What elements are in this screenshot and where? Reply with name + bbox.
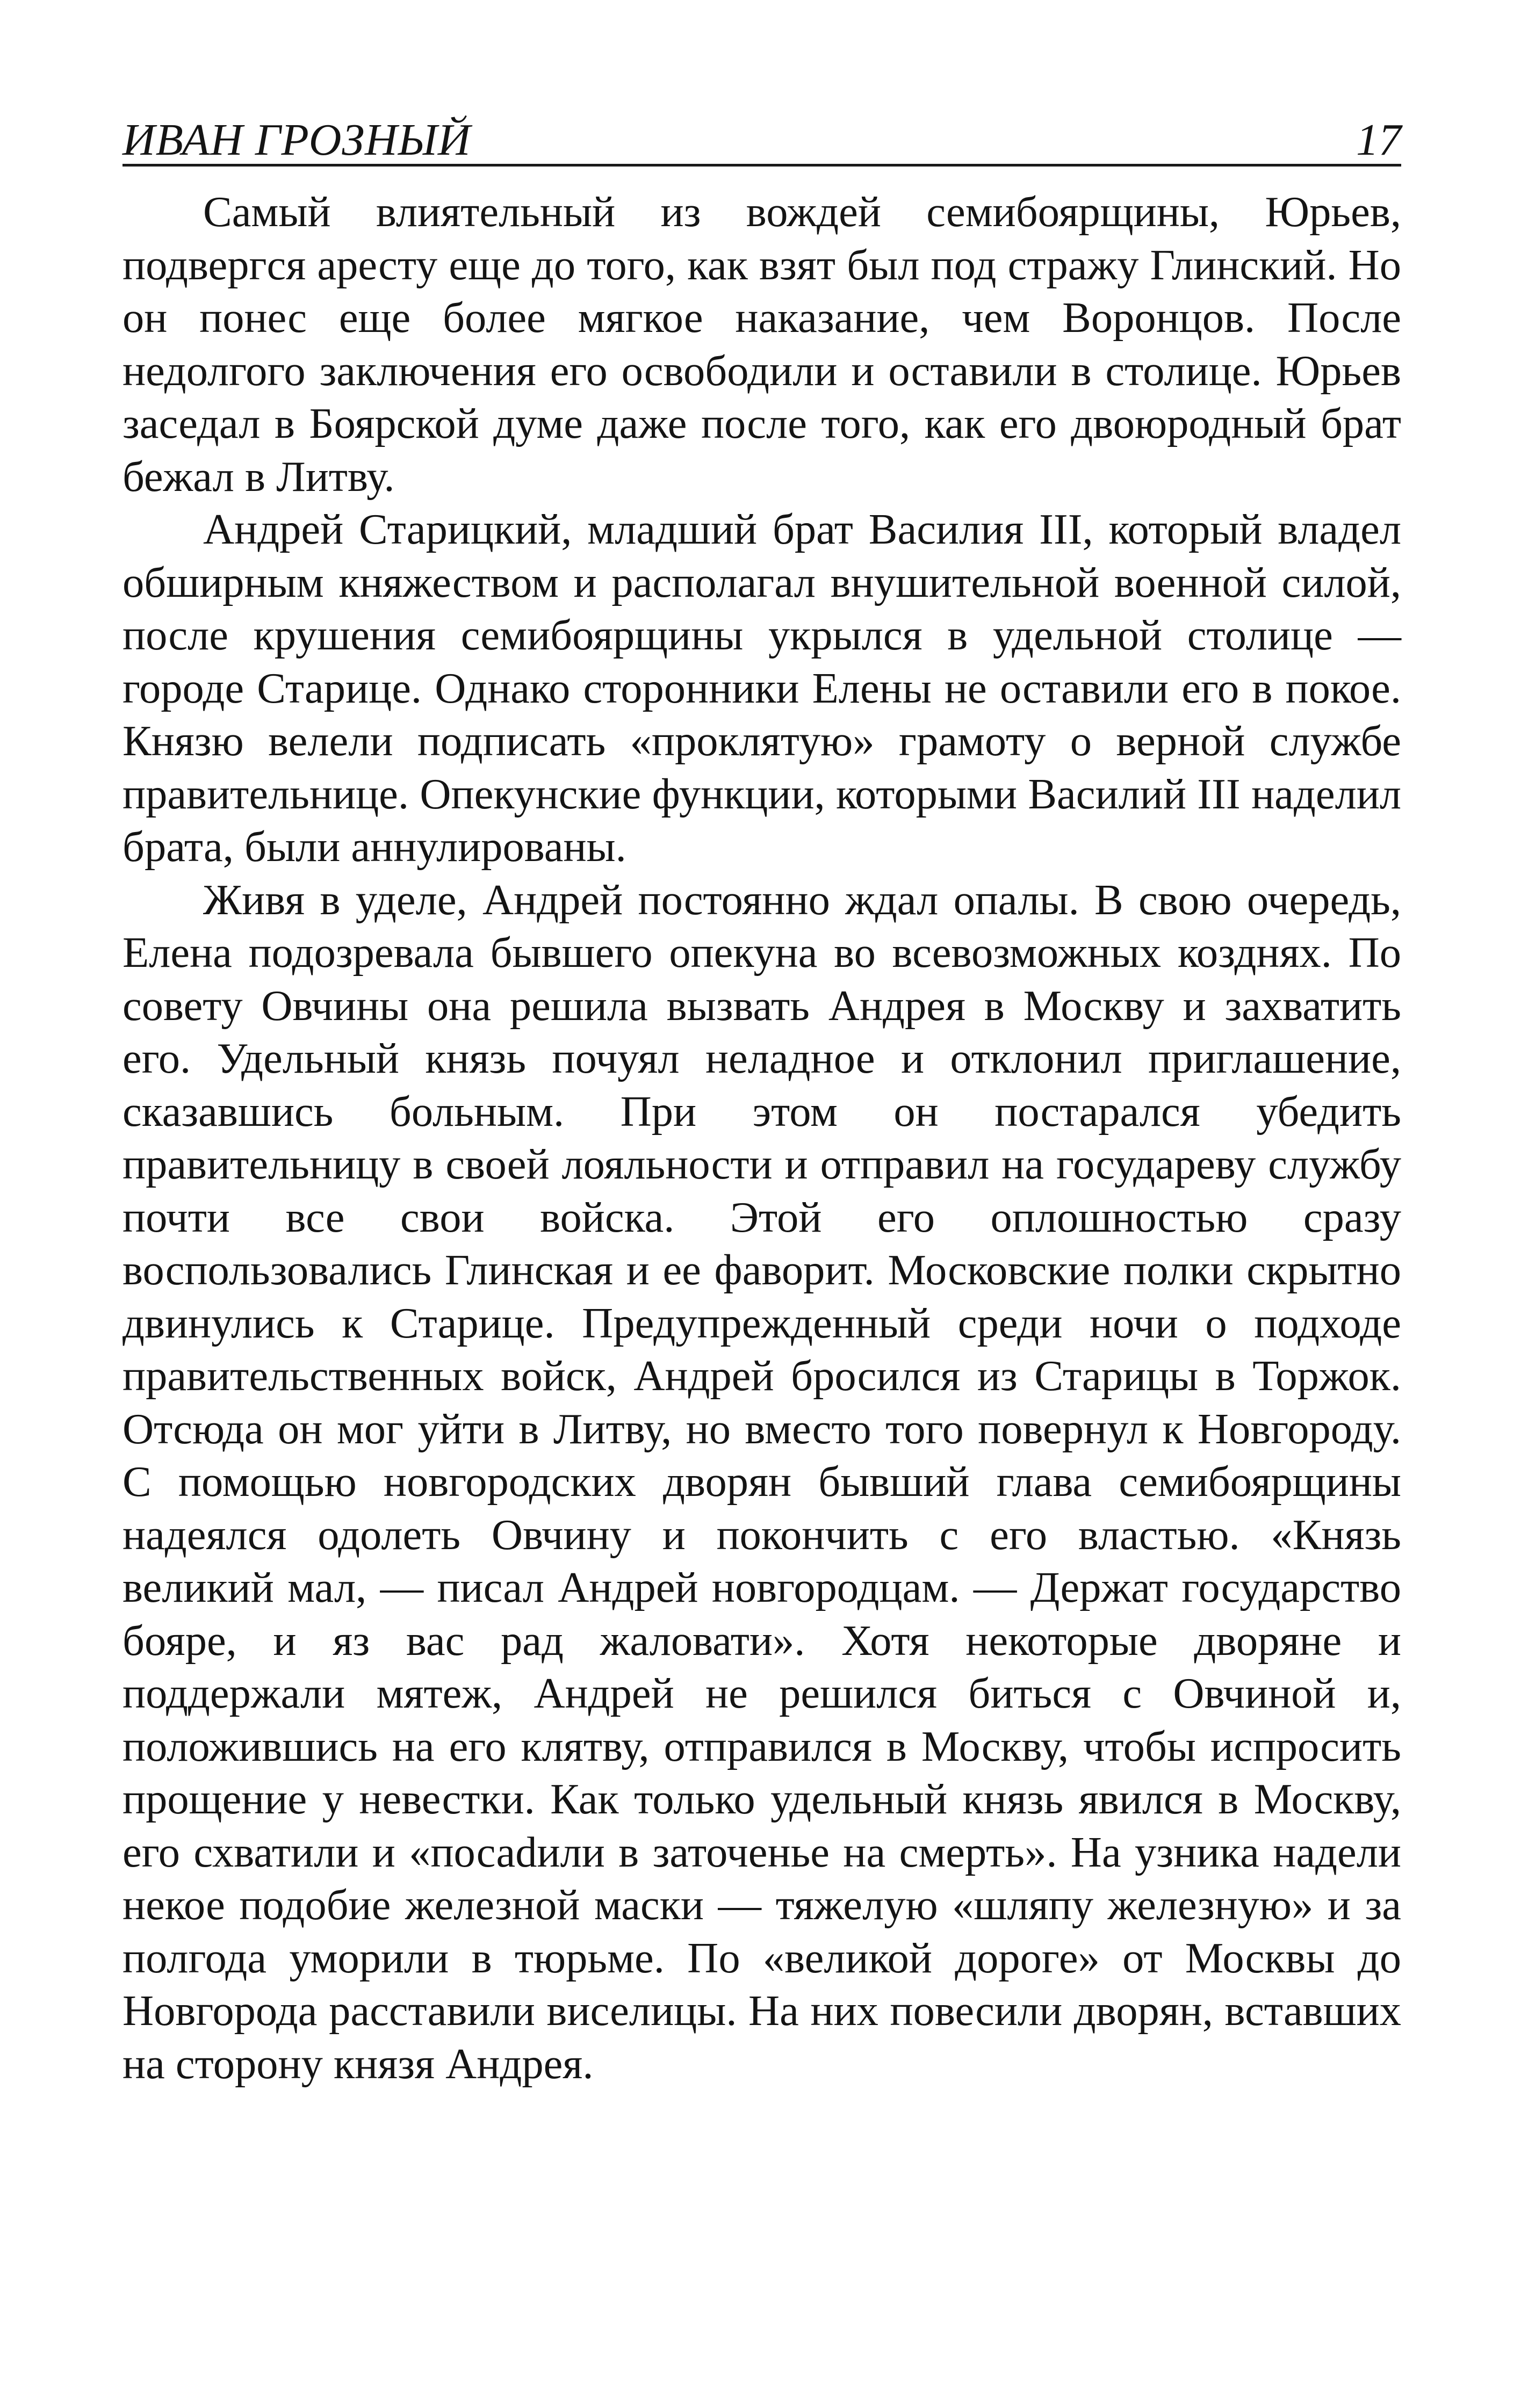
paragraph-1: Самый влиятельный из вождей семибоярщины, Юрьев, подвергся аресту еще до того, как взят был под стражу Глинский. Но он понес еще более мягкое наказание, чем Воронцов. После недолгого заключения его освободили и оставили в столице. Юрьев заседал в Боярской думе даже после того, как его двоюродный брат бежал в Литву. bbox=[122, 188, 1401, 501]
page-number: 17 bbox=[1356, 115, 1401, 165]
body-text bbox=[122, 186, 1401, 2091]
book-page bbox=[122, 110, 1401, 2312]
running-title: ИВАН ГРОЗНЫЙ bbox=[122, 115, 471, 165]
paragraph-2: Андрей Старицкий, младший брат Василия III, который владел обширным княжеством и располагал внушительной военной силой, после крушения семибоярщины укрылся в удельной столице — городе Старице. Однако сторонники Елены не оставили его в покое. Князю велели подписать «проклятую» грамоту о верной службе правительнице. Опекунские функции, которыми Василий III наделил брата, были аннулированы. bbox=[122, 505, 1401, 871]
running-header bbox=[122, 110, 1401, 167]
paragraph-3: Живя в уделе, Андрей постоянно ждал опалы. В свою очередь, Елена подозревала бывшего опекуна во всевозможных козднях. По совету Овчины она решила вызвать Андрея в Москву и захватить его. Удельный князь почуял неладное и отклонил приглашение, сказавшись больным. При этом он постарался убедить правительницу в своей лояльности и отправил на государеву службу почти все свои войска. Этой его оплошностью сразу воспользовались Глинская и ее фаворит. Московские полки скрытно двинулись к Старице. Предупрежденный среди ночи о подходе правительственных войск, Андрей бросился из Старицы в Торжок. Отсюда он мог уйти в Литву, но вместо того повернул к Новгороду. С помощью новгородских дворян бывший глава семибоярщины надеялся одолеть Овчину и покончить с его властью. «Князь великий мал, — писал Андрей новгородцам. — Держат государство бояре, и яз вас рад жаловати». Хотя некоторые дворяне и поддержали мятеж, Андрей не решился биться с Овчиной и, положившись на его клятву, отправился в Москву, чтобы испросить прощение у невестки. Как только удельный князь явился в Москву, его схватили и «посаdили в заточенье на смерть». На узника надели некое подобие железной маски — тяжелую «шляпу железную» и за полгода уморили в тюрьме. По «великой дороге» от Москвы до Новгорода расставили виселицы. На них повесили дворян, вставших на сторону князя Андрея. bbox=[122, 876, 1401, 2088]
